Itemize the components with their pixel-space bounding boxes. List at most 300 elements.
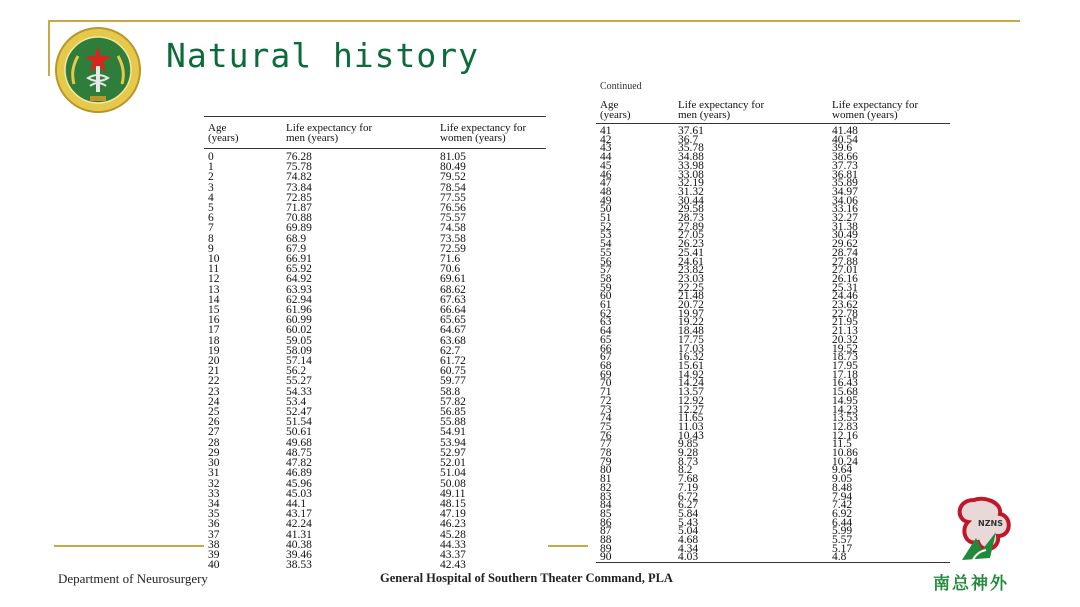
women-cell: 40.54 xyxy=(832,133,858,146)
age-cell: 33 xyxy=(208,487,220,500)
age-cell: 40 xyxy=(208,559,220,572)
table-row xyxy=(204,183,546,193)
table-row xyxy=(596,466,950,475)
table-row xyxy=(596,153,950,162)
table-row xyxy=(596,484,950,493)
men-cell: 55.27 xyxy=(286,375,312,388)
table-row xyxy=(596,553,950,562)
table-row xyxy=(204,149,546,163)
table-body-right xyxy=(596,124,950,563)
women-cell: 27.88 xyxy=(832,255,858,268)
men-cell: 69.89 xyxy=(286,222,312,235)
age-cell: 12 xyxy=(208,273,220,286)
women-cell: 47.19 xyxy=(440,508,466,521)
table-row xyxy=(596,240,950,249)
table-row xyxy=(596,179,950,188)
men-cell: 11.03 xyxy=(678,420,704,433)
table-row xyxy=(596,171,950,180)
age-cell: 26 xyxy=(208,416,220,429)
header-age: Age (years) xyxy=(600,99,631,121)
age-cell: 25 xyxy=(208,406,220,419)
table-row xyxy=(204,244,546,254)
women-cell: 21.13 xyxy=(832,325,858,338)
women-cell: 19.52 xyxy=(832,342,858,355)
women-cell: 69.61 xyxy=(440,273,466,286)
age-cell: 18 xyxy=(208,334,220,347)
age-cell: 76 xyxy=(600,429,612,442)
age-cell: 55 xyxy=(600,246,612,259)
table-row xyxy=(204,519,546,529)
table-row xyxy=(204,162,546,172)
women-cell: 30.49 xyxy=(832,229,858,242)
age-cell: 66 xyxy=(600,342,612,355)
men-cell: 12.27 xyxy=(678,403,704,416)
table-row xyxy=(596,266,950,275)
women-cell: 53.94 xyxy=(440,436,466,449)
men-cell: 23.82 xyxy=(678,264,704,277)
table-row xyxy=(596,124,950,136)
table-row xyxy=(204,479,546,489)
age-cell: 28 xyxy=(208,436,220,449)
men-cell: 25.41 xyxy=(678,246,704,259)
women-cell: 54.91 xyxy=(440,426,466,439)
men-cell: 28.73 xyxy=(678,212,704,225)
women-cell: 17.95 xyxy=(832,359,858,372)
age-cell: 79 xyxy=(600,455,612,468)
table-row xyxy=(204,305,546,315)
table-row xyxy=(204,172,546,182)
header-women: Life expectancy for women (years) xyxy=(440,122,527,144)
table-row xyxy=(204,234,546,244)
age-cell: 49 xyxy=(600,194,612,207)
age-cell: 31 xyxy=(208,467,220,480)
men-cell: 14.24 xyxy=(678,377,704,390)
age-cell: 7 xyxy=(208,222,214,235)
table-row xyxy=(596,214,950,223)
age-cell: 3 xyxy=(208,181,214,194)
age-cell: 35 xyxy=(208,508,220,521)
men-cell: 14.92 xyxy=(678,368,704,381)
table-row xyxy=(204,540,546,550)
women-cell: 9.64 xyxy=(832,464,853,477)
age-cell: 58 xyxy=(600,272,612,285)
men-cell: 31.32 xyxy=(678,185,704,198)
age-cell: 13 xyxy=(208,283,220,296)
men-cell: 59.05 xyxy=(286,334,312,347)
age-cell: 10 xyxy=(208,253,220,266)
table-row xyxy=(596,345,950,354)
men-cell: 47.82 xyxy=(286,457,312,470)
age-cell: 44 xyxy=(600,151,612,164)
men-cell: 76.28 xyxy=(286,151,312,163)
table-row xyxy=(596,423,950,432)
men-cell: 60.99 xyxy=(286,314,312,327)
women-cell: 5.57 xyxy=(832,534,853,547)
table-row xyxy=(204,315,546,325)
age-cell: 60 xyxy=(600,290,612,303)
men-cell: 33.08 xyxy=(678,168,704,181)
women-cell: 27.01 xyxy=(832,264,858,277)
table-row xyxy=(204,438,546,448)
men-cell: 45.96 xyxy=(286,477,312,490)
women-cell: 67.63 xyxy=(440,293,466,306)
men-cell: 29.58 xyxy=(678,203,704,216)
table-row xyxy=(204,213,546,223)
men-cell: 5.43 xyxy=(678,516,699,529)
women-cell: 46.23 xyxy=(440,518,466,531)
table-row xyxy=(204,499,546,509)
women-cell: 60.75 xyxy=(440,365,466,378)
men-cell: 11.65 xyxy=(678,412,704,425)
nzns-department-logo-icon xyxy=(916,496,1026,596)
men-cell: 27.89 xyxy=(678,220,704,233)
men-cell: 42.24 xyxy=(286,518,312,531)
table-row xyxy=(596,292,950,301)
age-cell: 48 xyxy=(600,185,612,198)
women-cell: 71.6 xyxy=(440,253,461,266)
table-row xyxy=(204,397,546,407)
age-cell: 36 xyxy=(208,518,220,531)
women-cell: 31.38 xyxy=(832,220,858,233)
women-cell: 25.31 xyxy=(832,281,858,294)
logo-chinese-text: 南总神外 xyxy=(933,574,1009,594)
men-cell: 34.88 xyxy=(678,151,704,164)
age-cell: 70 xyxy=(600,377,612,390)
table-row xyxy=(596,475,950,484)
age-cell: 65 xyxy=(600,333,612,346)
men-cell: 64.92 xyxy=(286,273,312,286)
women-cell: 72.59 xyxy=(440,242,466,255)
table-row xyxy=(596,545,950,554)
men-cell: 51.54 xyxy=(286,416,312,429)
age-cell: 64 xyxy=(600,325,612,338)
continued-label: Continued xyxy=(600,82,642,92)
table-row xyxy=(204,223,546,233)
men-cell: 24.61 xyxy=(678,255,704,268)
men-cell: 18.48 xyxy=(678,325,704,338)
bottom-rule-left xyxy=(54,545,204,547)
table-row xyxy=(204,285,546,295)
women-cell: 73.58 xyxy=(440,232,466,245)
age-cell: 82 xyxy=(600,481,612,494)
table-row xyxy=(596,440,950,449)
bottom-rule-middle xyxy=(548,545,588,547)
table-row xyxy=(596,371,950,380)
table-row xyxy=(204,376,546,386)
table-row xyxy=(596,527,950,536)
table-row xyxy=(204,530,546,540)
age-cell: 72 xyxy=(600,394,612,407)
table-row xyxy=(204,193,546,203)
table-row xyxy=(204,458,546,468)
table-row xyxy=(204,417,546,427)
table-row xyxy=(596,275,950,284)
women-cell: 8.48 xyxy=(832,481,853,494)
women-cell: 68.62 xyxy=(440,283,466,296)
women-cell: 45.28 xyxy=(440,528,466,541)
age-cell: 50 xyxy=(600,203,612,216)
table-row xyxy=(204,366,546,376)
table-row xyxy=(596,136,950,145)
age-cell: 86 xyxy=(600,516,612,529)
women-cell: 17.18 xyxy=(832,368,858,381)
age-cell: 83 xyxy=(600,490,612,503)
men-cell: 10.43 xyxy=(678,429,704,442)
women-cell: 70.6 xyxy=(440,263,461,276)
men-cell: 16.32 xyxy=(678,351,704,364)
women-cell: 7.42 xyxy=(832,499,853,512)
table-row xyxy=(204,509,546,519)
men-cell: 56.2 xyxy=(286,365,307,378)
table-row xyxy=(596,205,950,214)
women-cell: 18.73 xyxy=(832,351,858,364)
life-expectancy-table-left xyxy=(204,116,546,570)
age-cell: 84 xyxy=(600,499,612,512)
table-row xyxy=(204,407,546,417)
table-row xyxy=(596,327,950,336)
women-cell: 48.15 xyxy=(440,497,466,510)
age-cell: 1 xyxy=(208,161,214,174)
women-cell: 36.81 xyxy=(832,168,858,181)
women-cell: 12.83 xyxy=(832,420,858,433)
table-row xyxy=(596,162,950,171)
men-cell: 44.1 xyxy=(286,497,307,510)
women-cell: 41.48 xyxy=(832,125,858,137)
men-cell: 32.19 xyxy=(678,177,704,190)
women-cell: 26.16 xyxy=(832,272,858,285)
table-row xyxy=(596,362,950,371)
table-row xyxy=(596,284,950,293)
men-cell: 54.33 xyxy=(286,385,312,398)
women-cell: 75.57 xyxy=(440,212,466,225)
age-cell: 34 xyxy=(208,497,220,510)
table-row xyxy=(596,510,950,519)
men-cell: 68.9 xyxy=(286,232,307,245)
age-cell: 30 xyxy=(208,457,220,470)
women-cell: 32.27 xyxy=(832,212,858,225)
men-cell: 52.47 xyxy=(286,406,312,419)
table-row xyxy=(204,356,546,366)
women-cell: 14.95 xyxy=(832,394,858,407)
women-cell: 28.74 xyxy=(832,246,858,259)
age-cell: 16 xyxy=(208,314,220,327)
men-cell: 35.78 xyxy=(678,142,704,155)
table-row xyxy=(596,501,950,510)
table-row xyxy=(596,353,950,362)
footer-department: Department of Neurosurgery xyxy=(58,571,208,586)
table-row xyxy=(204,264,546,274)
table-row xyxy=(204,468,546,478)
men-cell: 67.9 xyxy=(286,242,307,255)
table-row xyxy=(596,197,950,206)
age-cell: 53 xyxy=(600,229,612,242)
table-row xyxy=(596,406,950,415)
women-cell: 43.37 xyxy=(440,548,466,561)
men-cell: 58.09 xyxy=(286,344,312,357)
table-row xyxy=(596,231,950,240)
women-cell: 52.97 xyxy=(440,446,466,459)
men-cell: 49.68 xyxy=(286,436,312,449)
men-cell: 63.93 xyxy=(286,283,312,296)
logo-badge-text: NZNS xyxy=(978,519,1003,528)
women-cell: 42.43 xyxy=(440,559,466,572)
men-cell: 70.88 xyxy=(286,212,312,225)
table-row xyxy=(596,414,950,423)
table-header-row xyxy=(596,94,950,124)
women-cell: 66.64 xyxy=(440,304,466,317)
men-cell: 74.82 xyxy=(286,171,312,184)
women-cell: 34.97 xyxy=(832,185,858,198)
age-cell: 69 xyxy=(600,368,612,381)
men-cell: 5.04 xyxy=(678,525,699,538)
men-cell: 13.57 xyxy=(678,386,704,399)
age-cell: 29 xyxy=(208,446,220,459)
women-cell: 29.62 xyxy=(832,238,858,251)
women-cell: 5.17 xyxy=(832,542,853,555)
men-cell: 4.34 xyxy=(678,542,699,555)
men-cell: 7.68 xyxy=(678,473,699,486)
men-cell: 8.73 xyxy=(678,455,699,468)
men-cell: 73.84 xyxy=(286,181,312,194)
age-cell: 2 xyxy=(208,171,214,184)
women-cell: 5.99 xyxy=(832,525,853,538)
women-cell: 55.88 xyxy=(440,416,466,429)
men-cell: 6.27 xyxy=(678,499,699,512)
women-cell: 44.33 xyxy=(440,538,466,551)
women-cell: 59.77 xyxy=(440,375,466,388)
men-cell: 26.23 xyxy=(678,238,704,251)
men-cell: 45.03 xyxy=(286,487,312,500)
table-row xyxy=(596,188,950,197)
men-cell: 40.38 xyxy=(286,538,312,551)
women-cell: 39.6 xyxy=(832,142,853,155)
men-cell: 33.98 xyxy=(678,159,704,172)
women-cell: 79.52 xyxy=(440,171,466,184)
age-cell: 4 xyxy=(208,191,214,204)
women-cell: 21.95 xyxy=(832,316,858,329)
men-cell: 17.75 xyxy=(678,333,704,346)
men-cell: 15.61 xyxy=(678,359,704,372)
table-row xyxy=(596,301,950,310)
men-cell: 37.61 xyxy=(678,125,704,137)
age-cell: 88 xyxy=(600,534,612,547)
women-cell: 37.73 xyxy=(832,159,858,172)
age-cell: 9 xyxy=(208,242,214,255)
men-cell: 53.4 xyxy=(286,395,307,408)
women-cell: 57.82 xyxy=(440,395,466,408)
age-cell: 38 xyxy=(208,538,220,551)
men-cell: 46.89 xyxy=(286,467,312,480)
age-cell: 37 xyxy=(208,528,220,541)
table-row xyxy=(204,325,546,335)
age-cell: 56 xyxy=(600,255,612,268)
women-cell: 76.56 xyxy=(440,202,466,215)
women-cell: 63.68 xyxy=(440,334,466,347)
men-cell: 41.31 xyxy=(286,528,312,541)
table-row xyxy=(596,458,950,467)
women-cell: 64.67 xyxy=(440,324,466,337)
men-cell: 38.53 xyxy=(286,559,312,572)
table-row xyxy=(204,274,546,284)
women-cell: 13.53 xyxy=(832,412,858,425)
header-men: Life expectancy for men (years) xyxy=(286,122,373,144)
women-cell: 52.01 xyxy=(440,457,466,470)
table-row xyxy=(204,489,546,499)
table-row xyxy=(596,310,950,319)
women-cell: 10.86 xyxy=(832,447,858,460)
women-cell: 12.16 xyxy=(832,429,858,442)
women-cell: 16.43 xyxy=(832,377,858,390)
age-cell: 17 xyxy=(208,324,220,337)
men-cell: 12.92 xyxy=(678,394,704,407)
age-cell: 11 xyxy=(208,263,220,276)
age-cell: 67 xyxy=(600,351,612,364)
men-cell: 19.97 xyxy=(678,307,704,320)
women-cell: 20.32 xyxy=(832,333,858,346)
table-row xyxy=(204,203,546,213)
women-cell: 78.54 xyxy=(440,181,466,194)
men-cell: 72.85 xyxy=(286,191,312,204)
table-row xyxy=(596,379,950,388)
age-cell: 51 xyxy=(600,212,612,225)
men-cell: 4.03 xyxy=(674,553,828,562)
age-cell: 54 xyxy=(600,238,612,251)
age-cell: 90 xyxy=(596,553,674,562)
women-cell: 34.06 xyxy=(832,194,858,207)
table-row xyxy=(204,295,546,305)
men-cell: 7.19 xyxy=(678,481,699,494)
women-cell: 38.66 xyxy=(832,151,858,164)
table-row xyxy=(204,427,546,437)
women-cell: 14.23 xyxy=(832,403,858,416)
table-row xyxy=(596,519,950,528)
age-cell: 43 xyxy=(600,142,612,155)
age-cell: 46 xyxy=(600,168,612,181)
age-cell: 39 xyxy=(208,548,220,561)
men-cell: 39.46 xyxy=(286,548,312,561)
age-cell: 45 xyxy=(600,159,612,172)
women-cell: 50.08 xyxy=(440,477,466,490)
women-cell: 62.7 xyxy=(440,344,461,357)
age-cell: 24 xyxy=(208,395,220,408)
table-header-row xyxy=(204,117,546,149)
age-cell: 52 xyxy=(600,220,612,233)
men-cell: 30.44 xyxy=(678,194,704,207)
men-cell: 6.72 xyxy=(678,490,699,503)
women-cell: 74.58 xyxy=(440,222,466,235)
table-row xyxy=(596,336,950,345)
women-cell: 58.8 xyxy=(440,385,461,398)
age-cell: 85 xyxy=(600,507,612,520)
men-cell: 27.05 xyxy=(678,229,704,242)
men-cell: 8.2 xyxy=(678,464,693,477)
men-cell: 21.48 xyxy=(678,290,704,303)
hospital-emblem-icon xyxy=(52,26,144,114)
age-cell: 77 xyxy=(600,438,612,451)
men-cell: 50.61 xyxy=(286,426,312,439)
table-row xyxy=(596,258,950,267)
men-cell: 19.22 xyxy=(678,316,704,329)
women-cell: 81.05 xyxy=(440,151,466,163)
table-row xyxy=(204,336,546,346)
women-cell: 4.8 xyxy=(828,553,950,562)
men-cell: 9.85 xyxy=(678,438,699,451)
women-cell: 80.49 xyxy=(440,161,466,174)
age-cell: 63 xyxy=(600,316,612,329)
men-cell: 75.78 xyxy=(286,161,312,174)
footer-hospital: General Hospital of Southern Theater Command, PLA xyxy=(380,571,673,585)
age-cell: 14 xyxy=(208,293,220,306)
